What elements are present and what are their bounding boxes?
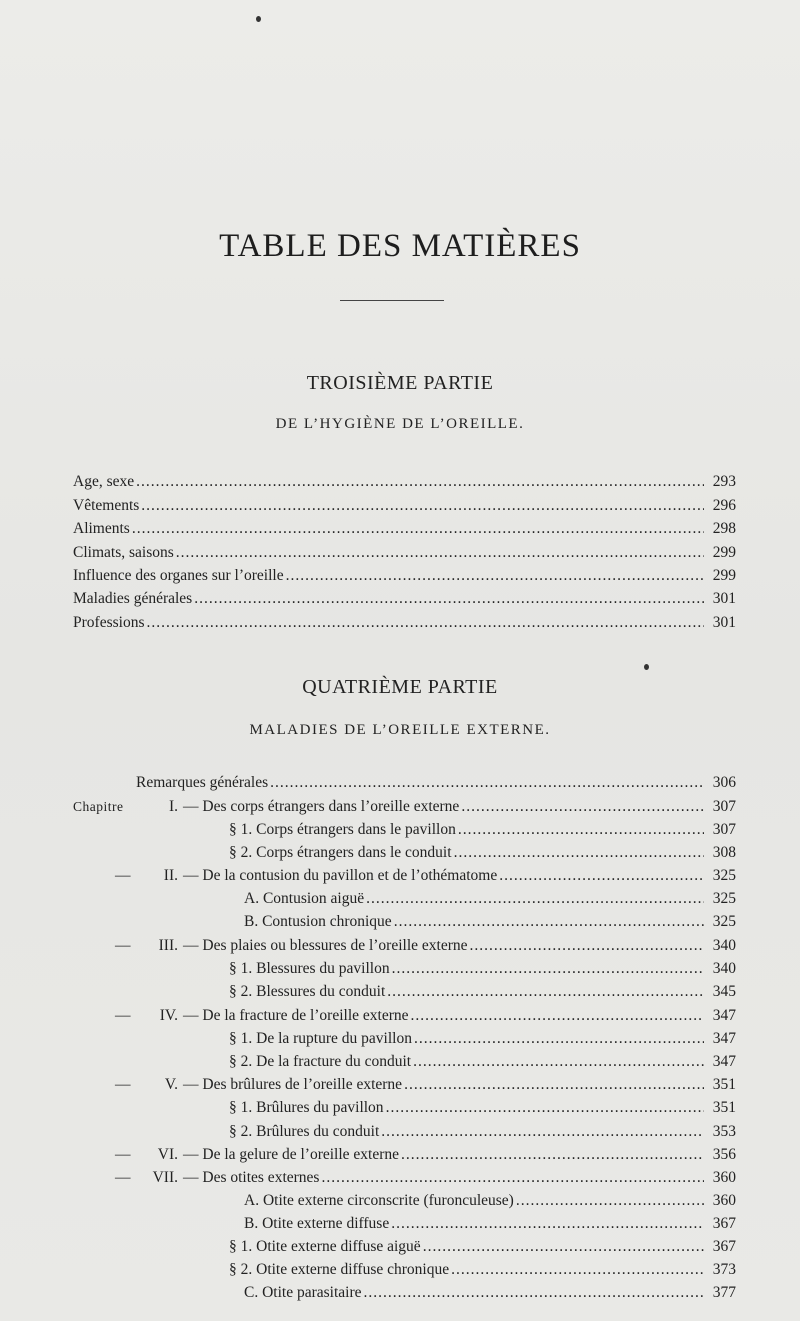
entry-page: 325 bbox=[712, 913, 736, 930]
entry-label: C. Otite parasitaire bbox=[244, 1284, 362, 1301]
entry-label: — De la gelure de l’oreille externe bbox=[183, 1146, 400, 1163]
chapter-dash: — bbox=[115, 1076, 131, 1093]
leader-dots bbox=[387, 980, 704, 1004]
entry-label: § 2. Blessures du conduit bbox=[229, 983, 386, 1000]
entry-label: Vêtements bbox=[73, 497, 140, 514]
entry-page: 301 bbox=[712, 614, 736, 631]
page-title: TABLE DES MATIÈRES bbox=[219, 228, 581, 264]
toc-entry[interactable] bbox=[244, 910, 736, 934]
entry-label: — De la fracture de l’oreille externe bbox=[183, 1007, 409, 1024]
entry-label: § 1. Brûlures du pavillon bbox=[229, 1099, 384, 1116]
entry-label: A. Otite externe circonscrite (furonculeuse) bbox=[244, 1192, 514, 1209]
entry-page: 377 bbox=[712, 1284, 736, 1301]
entry-label: § 1. De la rupture du pavillon bbox=[229, 1030, 412, 1047]
entry-page: 340 bbox=[712, 937, 736, 954]
leader-dots bbox=[451, 1258, 704, 1282]
leader-dots bbox=[404, 1073, 704, 1097]
entry-label: § 1. Otite externe diffuse aiguë bbox=[229, 1238, 421, 1255]
chapitre-label: Chapitre bbox=[73, 799, 124, 814]
entry-page: 325 bbox=[712, 867, 736, 884]
entry-label: § 2. De la fracture du conduit bbox=[229, 1053, 412, 1070]
entry-page: 308 bbox=[712, 844, 736, 861]
chapter-dash: — bbox=[115, 1146, 131, 1163]
chapter-number: III. bbox=[158, 937, 178, 954]
toc-entry[interactable] bbox=[183, 864, 736, 888]
entry-page: 360 bbox=[712, 1169, 736, 1186]
entry-label: Influence des organes sur l’oreille bbox=[73, 567, 284, 584]
chapter-dash: — bbox=[115, 1007, 131, 1024]
toc-entry[interactable] bbox=[229, 841, 736, 865]
entry-page: 307 bbox=[712, 821, 736, 838]
entry-page: 353 bbox=[712, 1123, 736, 1140]
leader-dots bbox=[499, 864, 704, 888]
toc-entry[interactable] bbox=[229, 1120, 736, 1144]
chapter-number: I. bbox=[168, 798, 178, 815]
entry-label: § 2. Brûlures du conduit bbox=[229, 1123, 380, 1140]
part3-title: TROISIÈME PARTIE bbox=[306, 372, 494, 394]
leader-dots bbox=[413, 1050, 704, 1074]
entry-page: 347 bbox=[712, 1007, 736, 1024]
toc-entry[interactable] bbox=[73, 470, 736, 494]
toc-entry[interactable] bbox=[183, 1143, 736, 1167]
entry-label: — Des plaies ou blessures de l’oreille externe bbox=[183, 937, 468, 954]
leader-dots bbox=[392, 957, 704, 981]
entry-page: 367 bbox=[712, 1215, 736, 1232]
chapter-dash: — bbox=[115, 1169, 131, 1186]
leader-dots bbox=[423, 1235, 704, 1259]
leader-dots bbox=[321, 1166, 704, 1190]
ink-speck bbox=[644, 664, 649, 670]
toc-entry[interactable] bbox=[244, 887, 736, 911]
entry-label: Age, sexe bbox=[73, 473, 135, 490]
entry-label: Climats, saisons bbox=[73, 544, 174, 561]
toc-entry[interactable] bbox=[73, 587, 736, 611]
toc-entry[interactable] bbox=[136, 771, 736, 795]
entry-label: A. Contusion aiguë bbox=[244, 890, 365, 907]
entry-page: 299 bbox=[712, 567, 736, 584]
ink-speck bbox=[256, 16, 261, 22]
leader-dots bbox=[454, 841, 704, 865]
entry-page: 307 bbox=[712, 798, 736, 815]
leader-dots bbox=[410, 1004, 704, 1028]
toc-entry[interactable] bbox=[183, 1073, 736, 1097]
chapter-number: II. bbox=[163, 867, 178, 884]
entry-label: § 2. Otite externe diffuse chronique bbox=[229, 1261, 450, 1278]
toc-entry[interactable] bbox=[229, 1235, 736, 1259]
entry-label: — De la contusion du pavillon et de l’othématome bbox=[183, 867, 498, 884]
entry-page: 325 bbox=[712, 890, 736, 907]
toc-entry[interactable] bbox=[183, 934, 736, 958]
entry-label: § 1. Corps étrangers dans le pavillon bbox=[229, 821, 456, 838]
toc-entry[interactable] bbox=[229, 1050, 736, 1074]
toc-entry[interactable] bbox=[229, 818, 736, 842]
entry-label: — Des corps étrangers dans l’oreille externe bbox=[183, 798, 460, 815]
toc-entry[interactable] bbox=[229, 957, 736, 981]
entry-page: 351 bbox=[712, 1099, 736, 1116]
part4-subtitle: MALADIES DE L’OREILLE EXTERNE. bbox=[249, 722, 551, 738]
toc-entry[interactable] bbox=[73, 611, 736, 635]
toc-entry[interactable] bbox=[183, 1004, 736, 1028]
toc-entry[interactable] bbox=[244, 1212, 736, 1236]
leader-dots bbox=[136, 470, 704, 494]
leader-dots bbox=[470, 934, 704, 958]
entry-page: 356 bbox=[712, 1146, 736, 1163]
leader-dots bbox=[146, 611, 704, 635]
leader-dots bbox=[270, 771, 704, 795]
entry-page: 298 bbox=[712, 520, 736, 537]
leader-dots bbox=[141, 494, 704, 518]
toc-entry[interactable] bbox=[244, 1189, 736, 1213]
leader-dots bbox=[364, 1281, 705, 1305]
entry-page: 347 bbox=[712, 1030, 736, 1047]
leader-dots bbox=[394, 910, 704, 934]
entry-label: § 2. Corps étrangers dans le conduit bbox=[229, 844, 452, 861]
entry-page: 347 bbox=[712, 1053, 736, 1070]
title-rule bbox=[340, 300, 444, 301]
entry-page: 367 bbox=[712, 1238, 736, 1255]
entry-page: 340 bbox=[712, 960, 736, 977]
entry-label: Aliments bbox=[73, 520, 130, 537]
chapter-number: IV. bbox=[159, 1007, 178, 1024]
toc-entry[interactable] bbox=[73, 494, 736, 518]
toc-entry[interactable] bbox=[73, 517, 736, 541]
leader-dots bbox=[366, 887, 704, 911]
entry-label: Maladies générales bbox=[73, 590, 193, 607]
part4-title: QUATRIÈME PARTIE bbox=[302, 676, 498, 698]
entry-page: 306 bbox=[712, 774, 736, 791]
leader-dots bbox=[414, 1027, 704, 1051]
entry-page: 360 bbox=[712, 1192, 736, 1209]
entry-page: 373 bbox=[712, 1261, 736, 1278]
leader-dots bbox=[132, 517, 704, 541]
toc-entry[interactable] bbox=[73, 541, 736, 565]
part3-subtitle: DE L’HYGIÈNE DE L’OREILLE. bbox=[275, 416, 525, 432]
leader-dots bbox=[516, 1189, 704, 1213]
leader-dots bbox=[391, 1212, 704, 1236]
chapter-dash: — bbox=[115, 937, 131, 954]
leader-dots bbox=[461, 795, 704, 819]
entry-label: § 1. Blessures du pavillon bbox=[229, 960, 390, 977]
entry-label: Remarques générales bbox=[136, 774, 269, 791]
entry-label: — Des otites externes bbox=[183, 1169, 320, 1186]
chapter-dash: — bbox=[115, 867, 131, 884]
leader-dots bbox=[286, 564, 704, 588]
leader-dots bbox=[386, 1096, 704, 1120]
leader-dots bbox=[194, 587, 704, 611]
leader-dots bbox=[458, 818, 704, 842]
toc-entry[interactable] bbox=[244, 1281, 736, 1305]
toc-entry[interactable] bbox=[229, 980, 736, 1004]
entry-page: 296 bbox=[712, 497, 736, 514]
entry-label: B. Otite externe diffuse bbox=[244, 1215, 390, 1232]
entry-page: 293 bbox=[712, 473, 736, 490]
entry-page: 345 bbox=[712, 983, 736, 1000]
entry-label: B. Contusion chronique bbox=[244, 913, 392, 930]
toc-entry[interactable] bbox=[183, 1166, 736, 1190]
leader-dots bbox=[401, 1143, 704, 1167]
toc-entry[interactable] bbox=[229, 1027, 736, 1051]
chapter-number: VI. bbox=[157, 1146, 178, 1163]
entry-label: Professions bbox=[73, 614, 145, 631]
leader-dots bbox=[176, 541, 704, 565]
toc-entry[interactable] bbox=[229, 1258, 736, 1282]
toc-entry[interactable] bbox=[229, 1096, 736, 1120]
chapter-number: VII. bbox=[152, 1169, 178, 1186]
toc-entry[interactable] bbox=[73, 564, 736, 588]
entry-label: — Des brûlures de l’oreille externe bbox=[183, 1076, 403, 1093]
entry-page: 301 bbox=[712, 590, 736, 607]
entry-page: 351 bbox=[712, 1076, 736, 1093]
toc-entry[interactable] bbox=[183, 795, 736, 819]
leader-dots bbox=[381, 1120, 704, 1144]
entry-page: 299 bbox=[712, 544, 736, 561]
chapter-number: V. bbox=[164, 1076, 178, 1093]
